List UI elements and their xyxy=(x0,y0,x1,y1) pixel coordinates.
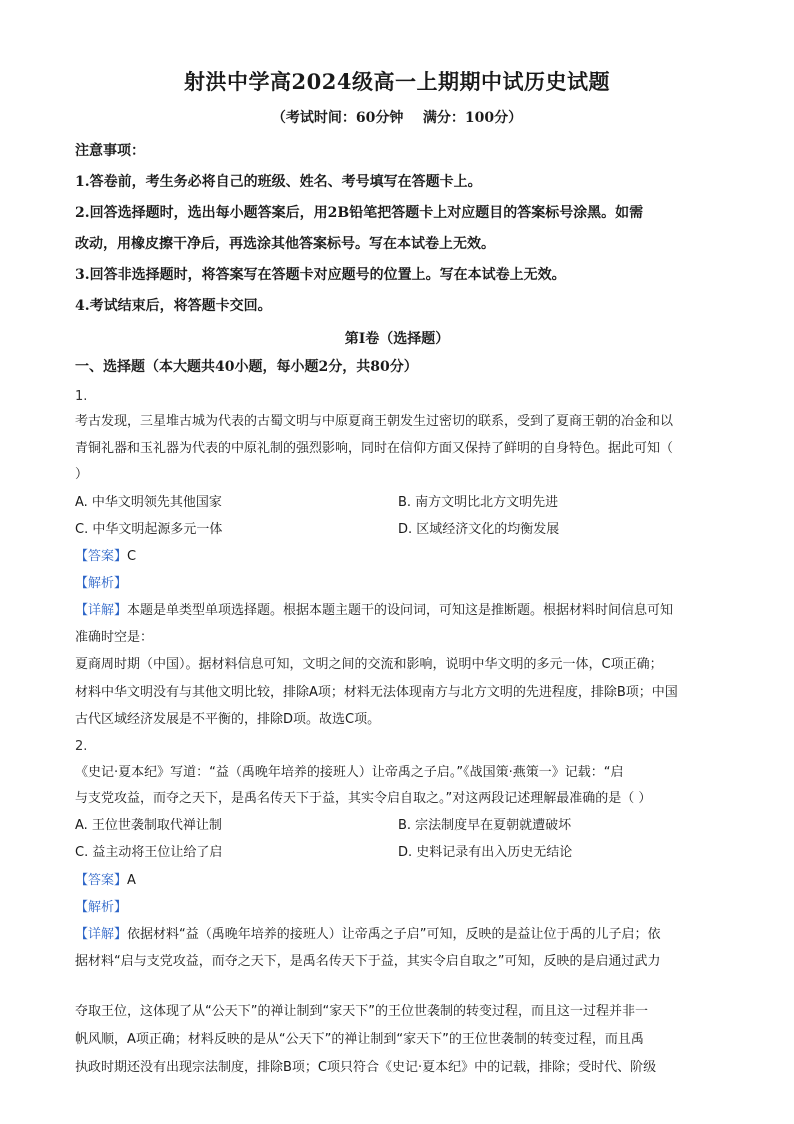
exam-subtitle: （考试时间：60分钟 满分：100分） xyxy=(271,110,523,126)
question-1-stem-line-3: ） xyxy=(75,467,89,482)
exam-title: 射洪中学高2024级高一上期期中试历史试题 xyxy=(184,69,610,94)
question-1-answer xyxy=(75,547,136,567)
question-1-option-a: A. 中华文明领先其他国家 xyxy=(75,495,222,510)
question-1-analysis-label: 【解析】 xyxy=(75,576,128,591)
question-2-number: 2. xyxy=(75,739,88,754)
notice-item-1: 1.答卷前，考生务必将自己的班级、姓名、考号填写在答题卡上。 xyxy=(75,174,482,190)
question-2-detail-line-3: 夺取王位，这体现了从“公天下”的禅让制到“家天下”的王位世袭制的转变过程，而且这一过程并非一 xyxy=(75,1004,648,1019)
question-1-option-d: D. 区域经济文化的均衡发展 xyxy=(398,522,560,537)
notice-item-4: 4.考试结束后，将答题卡交回。 xyxy=(75,298,272,314)
question-1-detail-line-1 xyxy=(75,601,673,621)
question-1-detail-line-5: 古代区域经济发展是不平衡的，排除D项。故选C项。 xyxy=(75,712,381,727)
notice-item-3: 3.回答非选择题时，将答案写在答题卡对应题号的位置上。写在本试卷上无效。 xyxy=(75,267,566,283)
question-1-detail-line-4: 材料中华文明没有与其他文明比较，排除A项；材料无法体现南方与北方文明的先进程度，排除B项；中国 xyxy=(75,685,678,700)
question-1-option-c: C. 中华文明起源多元一体 xyxy=(75,522,223,537)
answer-value: A xyxy=(127,873,136,888)
question-2-answer xyxy=(75,871,136,891)
notice-heading: 注意事项： xyxy=(75,143,145,159)
question-1-option-b: B. 南方文明比北方文明先进 xyxy=(398,495,559,510)
part-title: 一、选择题（本大题共40小题，每小题2分，共80分） xyxy=(75,359,418,375)
question-2-detail-line-1 xyxy=(75,925,661,945)
question-2-option-c: C. 益主动将王位让给了启 xyxy=(75,845,223,860)
question-2-detail-line-5: 执政时期还没有出现宗法制度，排除B项；C项只符合《史记·夏本纪》中的记载，排除；受时代、阶级 xyxy=(75,1060,657,1075)
answer-value: C xyxy=(127,549,137,564)
question-1-number: 1. xyxy=(75,389,88,404)
question-2-option-b: B. 宗法制度早在夏朝就遭破坏 xyxy=(398,818,572,833)
detail-label: 【详解】 xyxy=(75,603,128,618)
question-1-stem-line-1: 考古发现，三星堆古城为代表的古蜀文明与中原夏商王朝发生过密切的联系，受到了夏商王朝的冶金和以 xyxy=(75,414,674,429)
notice-item-2: 2.回答选择题时，选出每小题答案后，用2B铅笔把答题卡上对应题目的答案标号涂黑。如需 xyxy=(75,205,644,221)
answer-label: 【答案】 xyxy=(75,873,128,888)
notice-item-2-cont: 改动，用橡皮擦干净后，再选涂其他答案标号。写在本试卷上无效。 xyxy=(75,236,495,252)
question-2-analysis-label: 【解析】 xyxy=(75,900,128,915)
question-2-stem-line-2: 与支党攻益，而夺之天下，是禹名传天下于益，其实令启自取之。”对这两段记述理解最准确的是（ ） xyxy=(75,791,652,806)
question-1-stem-line-2: 青铜礼器和玉礼器为代表的中原礼制的强烈影响，同时在信仰方面又保持了鲜明的自身特色。据此可知（ xyxy=(75,441,674,456)
answer-label: 【答案】 xyxy=(75,549,128,564)
question-2-option-a: A. 王位世袭制取代禅让制 xyxy=(75,818,222,833)
question-2-stem-line-1: 《史记·夏本纪》写道：“益（禹晚年培养的接班人）让帝禹之子启。”《战国策·燕策一》记载：“启 xyxy=(75,765,624,780)
detail-text: 依据材料“益（禹晚年培养的接班人）让帝禹之子启”可知，反映的是益让位于禹的儿子启；依 xyxy=(127,927,661,942)
volume-title: 第Ⅰ卷（选择题） xyxy=(344,331,450,347)
detail-text: 本题是单类型单项选择题。根据本题主题干的设问词，可知这是推断题。根据材料时间信息可知 xyxy=(127,603,674,618)
question-2-detail-line-2: 据材料“启与支党攻益，而夺之天下，是禹名传天下于益，其实令启自取之”可知，反映的是启通过武力 xyxy=(75,954,661,969)
question-2-detail-line-4: 帆风顺，A项正确；材料反映的是从“公天下”的禅让制到“家天下”的王位世袭制的转变过程，而且禹 xyxy=(75,1032,644,1047)
question-2-option-d: D. 史料记录有出入历史无结论 xyxy=(398,845,573,860)
question-1-detail-line-3: 夏商周时期（中国）。据材料信息可知，文明之间的交流和影响，说明中华文明的多元一体，C项正确； xyxy=(75,657,663,672)
detail-label: 【详解】 xyxy=(75,927,128,942)
question-1-detail-line-2: 准确时空是： xyxy=(75,630,154,645)
